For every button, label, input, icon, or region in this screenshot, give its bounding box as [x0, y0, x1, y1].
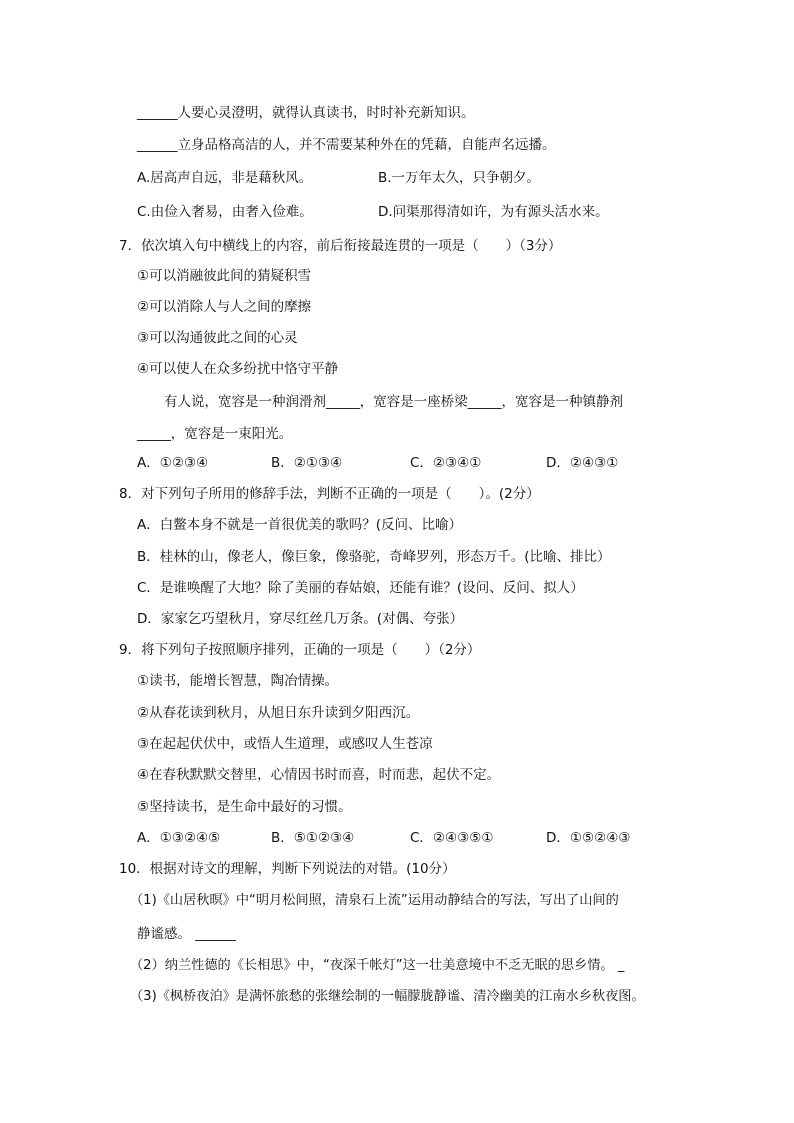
q9-item-5: ⑤坚持读书，是生命中最好的习惯。	[137, 799, 352, 815]
q8-option-b: B．桂林的山，像老人，像巨象，像骆驼，奇峰罗列，形态万千。(比喻、排比）	[137, 549, 611, 565]
q8-option-c: C．是谁唤醒了大地？除了美丽的春姑娘，还能有谁？(设问、反问、拟人）	[137, 580, 584, 596]
q9-item-2: ②从春花读到秋月，从旭日东升读到夕阳西沉。	[137, 705, 420, 721]
q9-option-d: D．①⑤②④③	[546, 830, 631, 846]
q7-passage-line-2: _____，宽容是一束阳光。	[137, 426, 293, 442]
q6-option-a: A.居高声自远，非是藉秋风。	[137, 170, 313, 186]
q7-item-4: ④可以使人在众多纷扰中恪守平静	[137, 361, 339, 377]
q6-sentence-1: ______人要心灵澄明，就得认真读书，时时补充新知识。	[137, 105, 475, 121]
q10-stem: 10．根据对诗文的理解，判断下列说法的对错。(10分）	[119, 861, 456, 877]
q9-option-b: B．⑤①②③④	[271, 830, 355, 846]
q10-item-1-line-1: （1)《山居秋暝》中“明月松间照，清泉石上流”运用动静结合的写法，写出了山间的	[130, 893, 619, 908]
q7-option-d: D．②④③①	[546, 455, 619, 471]
q8-stem: 8．对下列句子所用的修辞手法，判断不正确的一项是（ ）。(2分）	[119, 486, 540, 502]
q6-option-d: D.问渠那得清如许，为有源头活水来。	[378, 204, 609, 220]
q7-item-1: ①可以消融彼此间的猜疑积雪	[137, 268, 312, 284]
q10-item-1-line-2: 静谧感。 ______	[137, 926, 236, 942]
q9-item-1: ①读书，能增长智慧，陶冶情操。	[137, 673, 339, 689]
q7-passage-line-1: 有人说，宽容是一种润滑剂_____，宽容是一座桥梁_____，宽容是一种镇静剂	[164, 394, 623, 410]
q10-item-3: （3)《枫桥夜泊》是满怀旅愁的张继绘制的一幅朦胧静谧、清冷幽美的江南水乡秋夜图。	[130, 989, 645, 1004]
q7-option-a: A．①②③④	[137, 455, 209, 471]
q7-stem: 7．依次填入句中横线上的内容，前后衔接最连贯的一项是（ ）（3分）	[119, 238, 562, 254]
q9-option-c: C．②④③⑤①	[410, 830, 494, 846]
q6-option-b: B.一万年太久，只争朝夕。	[378, 170, 541, 186]
q6-sentence-2: ______立身品格高洁的人，并不需要某种外在的凭藉，自能声名远播。	[137, 137, 556, 153]
q7-option-b: B．②①③④	[271, 455, 343, 471]
q9-stem: 9．将下列句子按照顺序排列，正确的一项是（ ）（2分）	[119, 642, 481, 658]
q9-item-4: ④在春秋默默交替里，心情因书时而喜，时而悲，起伏不定。	[137, 767, 501, 783]
q9-option-a: A．①③②④⑤	[137, 830, 221, 846]
q6-option-c: C.由俭入奢易，由奢入俭难。	[137, 204, 313, 220]
q8-option-d: D．家家乞巧望秋月，穿尽红丝几万条。(对偶、夸张）	[137, 611, 464, 627]
q7-item-3: ③可以沟通彼此之间的心灵	[137, 330, 298, 346]
q10-item-2: （2）纳兰性德的《长相思》中，“夜深千帐灯”这一壮美意境中不乏无眠的思乡情。 _	[130, 958, 625, 973]
q8-option-a: A．白鳖本身不就是一首很优美的歌吗？(反问、比喻）	[137, 517, 463, 533]
q9-item-3: ③在起起伏伏中，或悟人生道理，或感叹人生苍凉	[137, 736, 433, 752]
q7-option-c: C．②③④①	[410, 455, 482, 471]
q7-item-2: ②可以消除人与人之间的摩擦	[137, 299, 312, 315]
